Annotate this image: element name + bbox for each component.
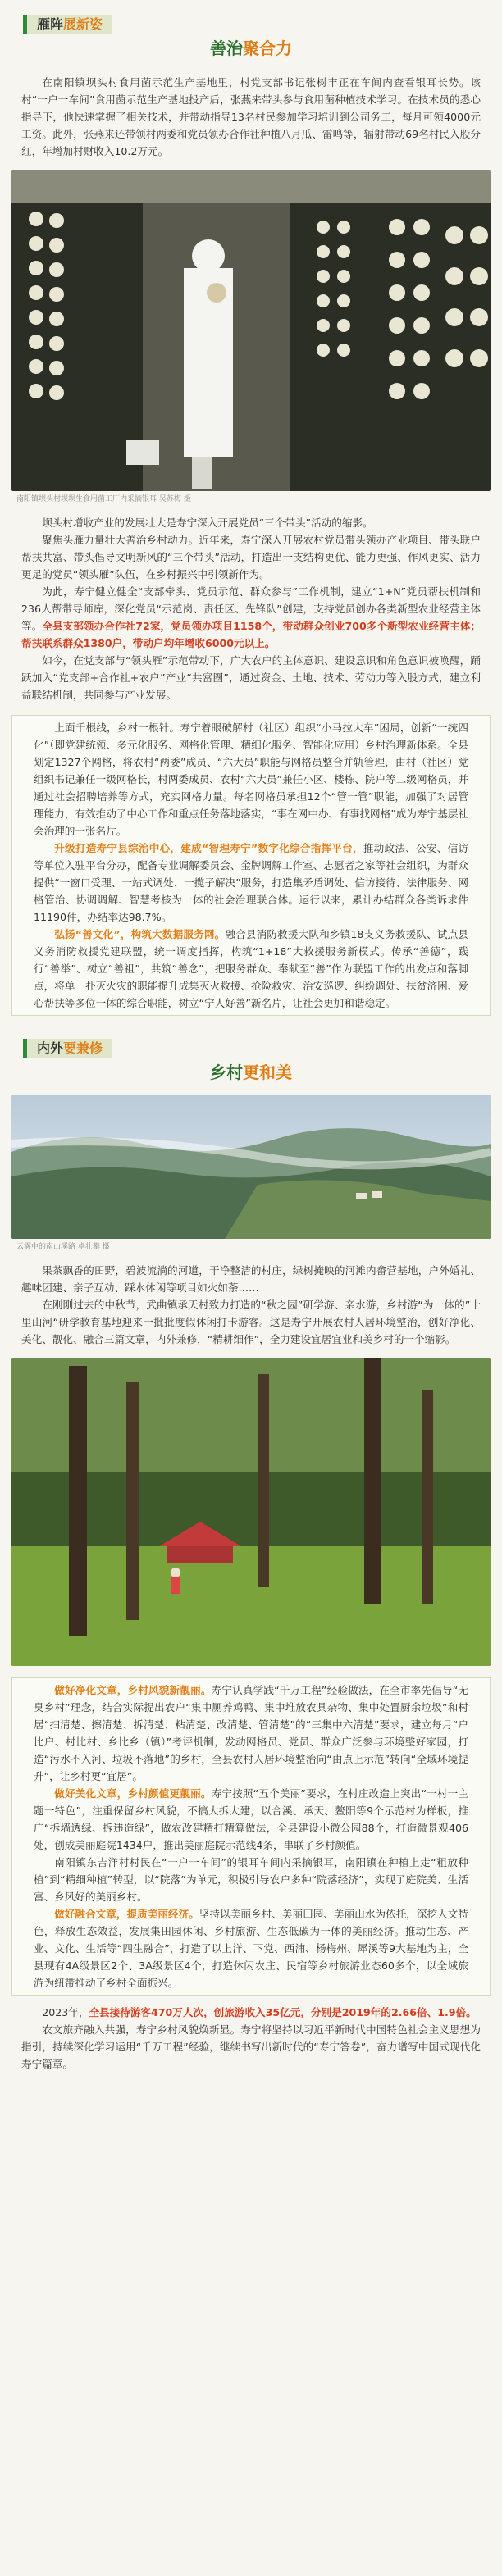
- section2-p2: 在刚刚过去的中秋节，武曲镇承天村致力打造的“秋之园”研学游、亲水游，乡村游“为一体的”十里山河“研学教育基地迎来一批批度假休闲打卡游客。这是寿宁开展农村人居环境整治，创好净化、美化、靓化、融合三篇文章，内外兼修，“精耕细作”，全力建设宜居宜业和美乡村的一个缩影。: [21, 1299, 481, 1345]
- section2-header: [11, 1029, 491, 1083]
- section2-box: [11, 1677, 491, 1996]
- section1-subtitle: 善治聚合力: [210, 39, 292, 58]
- section1-box: [11, 715, 491, 1016]
- section1-p5: 上面千根线，乡村一根针。寿宁着眼破解村（社区）组织“小马拉大车”困局，创新“一统四化”（即党建统领、多元化服务、网格化管理、精细化服务、智能化应用）乡村治理新体系。全县划定1327个网格，将农村“两委”成员、“六大员”职能与网格员整合并轨管理，由村（社区）党组织书记兼任一级网格长，村两委成员、农村“六大员”兼任小区、楼栋、院户等二级网格员，并通过社会招聘培养等方式，充实网格力量。每名网格员承担12个“管一管”职能，加强了对居管理能力，有效推动了中心工作和重点任务落地落实，“事在网中办、有事找网格”成为寿宁基层社会治理的一张名片。: [34, 721, 468, 837]
- section2-tag: 内外要兼修: [23, 1039, 112, 1058]
- mushroom-factory-photo: [11, 170, 491, 491]
- section1-intro: 在南阳镇坝头村食用菌示范生产基地里，村党支部书记张树丰正在车间内查看银耳长势。该村“一户一车间”食用菌示范生产基地投产后，张燕来带头参与食用菌种植技术学习。在技术员的悉心指导下，他快速掌握了相关技术，并带动指导13名村民参加学习培训到公司务工，每月可领4000元工资。此外，张燕来还带领村两委和党员领办合作社种植八月瓜、雷鸣等，辐射带动69名村民入股分红，年增加村财收入10.2万元。: [21, 76, 481, 157]
- section1-p6: 升级打造寿宁县综治中心，建成“智理寿宁”数字化综合指挥平台，推动政法、公安、信访等单位入驻平台分办，配备专业调解委员会、金牌调解工作室、志愿者之家等社会组织，为群众提供“一窗口受理、一站式调处、一揽子解决”服务，打造集矛盾调处、信访接待、法律服务、网格管治、协调调解、智慧考核为一体的社会治理联合体。运行以来，累计办结群众各类诉求件11190件，办结率达98.7%。: [34, 842, 469, 923]
- section1-p2: 聚焦头雁力量壮大善治乡村动力。近年来，寿宁深入开展农村党员带头领办产业项目、带头联户帮扶共富、带头倡导文明新风的“三个带头”活动，打造出一支结构更优、能力更强、作风更实、活力更足的党员“领头雁”队伍，在乡村振兴中引领新作为。: [21, 534, 481, 580]
- section2-box-p2: 做好美化文章，乡村颜值更靓丽。寿宁按照“五个美丽”要求，在村庄改造上突出“一村一主题一特色”，注重保留乡村风貌，不搞大拆大建，以合溪、承天、鳌阳等9个示范村为样板，推广“拆墙透绿、拆违造绿”，做农改建精打精算做法，全县建设小微公园88个，打造微景观406处，创成美丽庭院1434户，推出美丽庭院示范线4条，串联了乡村颜值。: [34, 1787, 469, 1851]
- mountain-village-photo: [11, 1095, 491, 1239]
- section2-box-p4: 做好融合文章，提质美丽经济。坚持以美丽乡村、美丽田园、美丽山水为依托，深挖人文特色，释放生态效益，发展集田园休闲、乡村旅游、生态低碳为一体的美丽经济。推动生态、产业、文化、生活等“四生融合”，打造了以上洋、下党、西浦、杨梅州、犀溪等9大基地为主，全县现有4A级景区2个、3A级景区4个，打造休闲农庄、民宿等乡村旅游业态60多个，以全域旅游为纽带推动了乡村全面振兴。: [34, 1908, 469, 1989]
- section2-box-p3: 南阳镇东吉洋村村民在“一户一车间”的银耳车间内采摘银耳，南阳镇在种植上走“粗放种植”到“精细种植”转型，以“院落”为单元，积极引导农户多种“院落经济”，实现了庭院美、生活富、乡风好的美丽乡村。: [34, 1856, 468, 1903]
- section1-header: [11, 5, 491, 59]
- stat-paragraph: 2023年，全县接待游客470万人次，创旅游收入35亿元，分别是2019年的2.66倍、1.9倍。: [42, 2006, 477, 2018]
- section1-p3: 为此，寿宁健立健全“支部牵头、党员示范、群众参与”工作机制，建立“1+N”党员帮扶机制和236人帮带导师库，深化党员“示范岗、责任区、先锋队”创建，支持党员创办各类新型农业经营主体等。全县支部领办合作社72家，党员领办项目1158个，带动群众创业700多个新型农业经营主体；帮扶联系群众1380户，带动户均年增收6000元以上。: [21, 585, 481, 649]
- section1-p4: 如今，在党支部与“领头雁”示范带动下，广大农户的主体意识、建设意识和角色意识被唤醒，踊跃加入“党支部+合作社+农户”产业“共富圈”，通过资金、土地、技术、劳动力等入股方式，建立利益联结机制，共同参与产业发展。: [21, 654, 481, 701]
- forest-park-photo: [11, 1358, 491, 1666]
- section1-p1: 坝头村增收产业的发展壮大是寿宁深入开展党员“三个带头”活动的缩影。: [42, 517, 373, 529]
- section1-tag: 雁阵展新姿: [23, 15, 112, 34]
- section1-p7: 弘扬“善文化”，构筑大数据服务网。融合县消防救援大队和乡镇18支义务救援队、试点县义务消防救援党建联盟，统一调度指挥，构筑“1+18”大救援服务新模式。传承“善德”，践行“善举”、树立“善祖”，共筑“善念”，把服务群众、奉献至“善”作为联盟工作的出发点和落脚点，将单一扑灭火灾的职能提升成集灭火救援、抢险救灾、治安巡逻、纠纷调处、扶贫济困、爱心帮扶等多位一体的综合职能，树立“宁人好善”新名片，让社会更加和谐稳定。: [34, 928, 468, 1009]
- section2-subtitle: 乡村更和美: [210, 1063, 292, 1082]
- photo-caption: 南阳镇坝头村坝坝生食用菌工厂内采摘银耳 吴苏梅 摄: [16, 495, 191, 503]
- photo1-caption: 云雾中的南山溪路 卓壮攀 摄: [16, 1243, 110, 1251]
- final-paragraph: 农文旅齐融入共强，寿宁乡村风貌焕新显。寿宁将坚持以习近平新时代中国特色社会主义思想为指引，持续深化学习运用“千万工程”经验，继续书写出新时代的“寿宁答卷”，奋力谱写中国式现代化寿宁篇章。: [21, 2023, 481, 2070]
- section2-p1: 果茶飘香的田野，碧波流淌的河道，干净整洁的村庄，绿树掩映的河滩内畲营基地，户外婚礼、趣味团建、亲子互动、踩水休闲等项目如火如荼……: [21, 1264, 481, 1294]
- section2-box-p1: 做好净化文章，乡村风貌新靓丽。寿宁认真学践“千万工程”经验做法，在全市率先倡导“无臭乡村”理念，结合实际提出农户“集中厕养鸡鸭、集中堆放农具杂物、集中处置厨余垃圾”和村居“扫清楚、擦清楚、拆清楚、粘清楚、改清楚、管清楚”的“三集中六清楚”要求，建立每月“户比户、村比村、乡比乡（镇）”考评机制，发动网格员、党员、群众广泛参与环境整好家园，打造“污水不入河、垃圾不落地”的乡村，全县农村人居环境整治向“由点上示范”转向“全域环境提升”，让乡村更“宜居”。: [34, 1684, 469, 1782]
